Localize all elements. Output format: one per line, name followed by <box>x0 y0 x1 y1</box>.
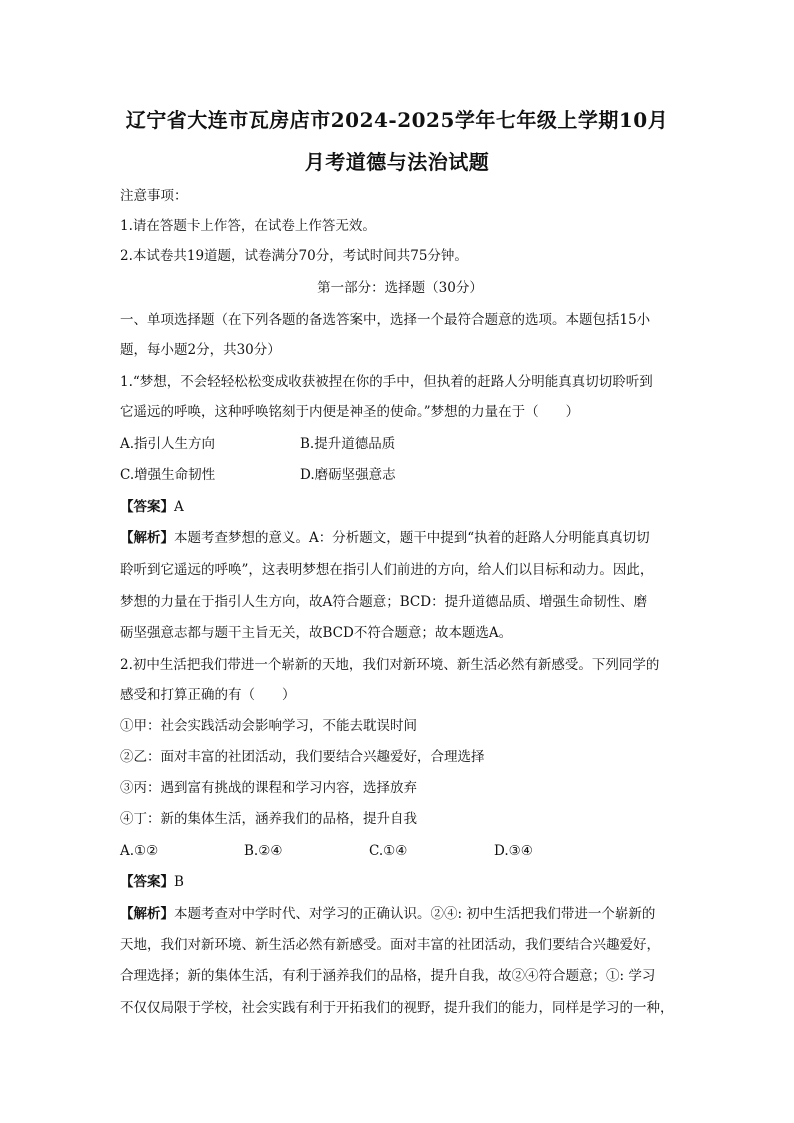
q1-answer-label: 【答案】 <box>120 499 174 515</box>
q2-item-2: ②乙：面对丰富的社团活动，我们要结合兴趣爱好，合理选择 <box>120 749 485 765</box>
q1-analysis-line-2: 聆听到它遥远的呼唤”，这表明梦想在指引人们前进的方向，给人们以目标和动力。因此， <box>120 562 654 578</box>
q1-answer-value: A <box>174 499 184 515</box>
q1-option-b: B.提升道德品质 <box>300 436 396 452</box>
q2-stem-line-1: 2.初中生活把我们带进一个崭新的天地，我们对新环境、新生活必然有新感受。下列同学的 <box>120 657 660 673</box>
q1-analysis-line-3: 梦想的力量在于指引人生方向，故A符合题意；BCD：提升道德品质、增强生命韧性、磨 <box>120 594 648 610</box>
q1-analysis-line-1 <box>120 528 680 548</box>
section-heading-line-1: 一、单项选择题（在下列各题的备选答案中，选择一个最符合题意的选项。本题包括15小 <box>120 312 651 328</box>
q2-option-c: C.①④ <box>369 843 408 859</box>
q2-answer-value: B <box>174 874 184 890</box>
q2-answer-label: 【答案】 <box>120 874 174 890</box>
q1-analysis-text-1: 本题考查梦想的意义。A：分析题文，题干中提到“执着的赶路人分明能真真切切 <box>174 530 650 546</box>
q2-analysis-text-1: 本题考查对中学时代、对学习的正确认识。②④: 初中生活把我们带进一个崭新的 <box>174 906 656 922</box>
q1-analysis-label: 【解析】 <box>120 530 174 546</box>
q2-option-d: D.③④ <box>494 843 533 859</box>
q2-analysis-line-3: 合理选择；新的集体生活，有利于涵养我们的品格，提升自我，故②④符合题意；①: 学习 <box>120 968 656 984</box>
q1-analysis-line-4: 砺坚强意志都与题干主旨无关，故BCD不符合题意；故本题选A。 <box>120 625 513 641</box>
q2-option-b: B.②④ <box>244 843 283 859</box>
q2-analysis-line-4: 不仅仅局限于学校，社会实践有利于开拓我们的视野，提升我们的能力，同样是学习的一种， <box>120 1000 674 1016</box>
q2-analysis-label: 【解析】 <box>120 906 174 922</box>
q2-item-1: ①甲：社会实践活动会影响学习，不能去耽误时间 <box>120 718 417 734</box>
q2-analysis-line-2: 天地，我们对新环境、新生活必然有新感受。面对丰富的社团活动，我们要结合兴趣爱好， <box>120 937 660 953</box>
q1-option-a: A.指引人生方向 <box>120 436 216 452</box>
q2-analysis-line-1 <box>120 904 680 924</box>
q2-item-3: ③丙：遇到富有挑战的课程和学习内容，选择放弃 <box>120 780 417 796</box>
notice-heading: 注意事项： <box>120 188 188 204</box>
notice-item-1: 1.请在答题卡上作答，在试卷上作答无效。 <box>120 218 376 234</box>
q1-stem-line-1: 1.“梦想，不会轻轻松松变成收获被捏在你的手中，但执着的赶路人分明能真真切切聆听到 <box>120 374 653 390</box>
q2-item-4: ④丁：新的集体生活，涵养我们的品格，提升自我 <box>120 811 417 827</box>
section-heading-line-2: 题，每小题2分，共30分） <box>120 342 281 358</box>
q2-answer <box>120 872 680 892</box>
notice-item-2: 2.本试卷共19道题，试卷满分70分，考试时间共75分钟。 <box>120 248 468 264</box>
exam-title-line-1: 辽宁省大连市瓦房店市2024-2025学年七年级上学期10月 <box>125 108 669 132</box>
q1-answer <box>120 497 680 517</box>
q1-option-c: C.增强生命韧性 <box>120 467 216 483</box>
q1-stem-line-2: 它遥远的呼唤，这种呼唤铭刻于内便是神圣的使命。”梦想的力量在于（ ） <box>120 404 580 420</box>
q2-stem-line-2: 感受和打算正确的有（ ） <box>120 687 296 703</box>
q1-option-d: D.磨砺坚强意志 <box>300 467 396 483</box>
exam-title-line-2: 月考道德与法治试题 <box>304 150 490 174</box>
q2-option-a: A.①② <box>120 843 159 859</box>
part1-heading: 第一部分：选择题（30分） <box>317 280 483 296</box>
